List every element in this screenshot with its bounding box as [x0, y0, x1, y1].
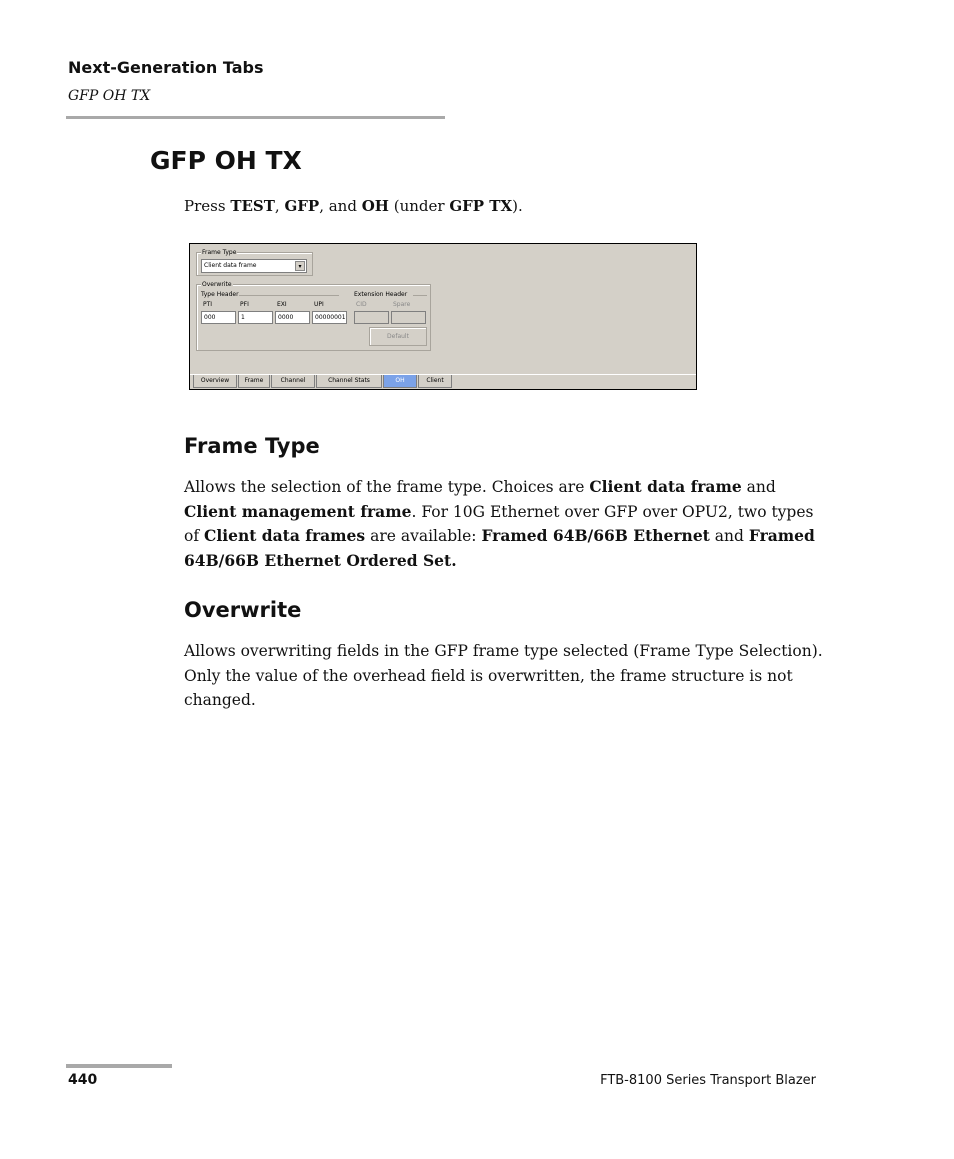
tab-client[interactable]: Client: [418, 375, 452, 388]
type-header-label: Type Header: [201, 291, 239, 298]
pfi-label: PFI: [240, 301, 249, 308]
intro-paragraph: Press TEST, GFP, and OH (under GFP TX).: [184, 197, 523, 215]
tab-channel-stats[interactable]: Channel Stats: [316, 375, 382, 388]
frame-type-dropdown[interactable]: [201, 259, 307, 273]
exi-field[interactable]: 0000: [275, 311, 310, 324]
chevron-down-icon[interactable]: ▾: [295, 261, 305, 271]
overwrite-paragraph: Allows overwriting fields in the GFP frame type selected (Frame Type Selection). Only the value of the overhead field is overwritten, the frame structure is not changed.: [184, 642, 823, 709]
pfi-field[interactable]: 1: [238, 311, 273, 324]
tab-channel[interactable]: Channel: [271, 375, 315, 388]
spare-label: Spare: [393, 301, 411, 308]
overwrite-group: [196, 281, 431, 351]
frame-type-group-title: Frame Type: [202, 249, 237, 256]
tab-overview[interactable]: Overview: [193, 375, 237, 388]
type-header-divider: [239, 295, 339, 296]
running-header-section: Next-Generation Tabs: [68, 58, 264, 77]
header-rule: [66, 116, 445, 119]
upi-field[interactable]: 00000001: [312, 311, 347, 324]
gfp-oh-tx-screenshot: [189, 243, 697, 390]
frame-type-heading: Frame Type: [184, 434, 320, 458]
document-title: FTB-8100 Series Transport Blazer: [600, 1073, 816, 1088]
footer-rule: [66, 1064, 172, 1068]
running-header-subsection: GFP OH TX: [68, 88, 151, 104]
page-number: 440: [68, 1072, 98, 1088]
tab-frame[interactable]: Frame: [238, 375, 270, 388]
pti-label: PTI: [203, 301, 213, 308]
default-button[interactable]: Default: [369, 327, 427, 346]
cid-label: CID: [356, 301, 367, 308]
cid-field: [354, 311, 389, 324]
extension-header-divider: [413, 295, 427, 296]
frame-type-paragraph: Allows the selection of the frame type. Choices are Client data frame and Client management frame. For 10G Ethernet over GFP over OPU2, two types of Client data frames are available: Framed 64B/66B Ethernet and Framed 64B/66B Ethernet Ordered Set.: [184, 477, 815, 570]
frame-type-group: [196, 249, 313, 276]
overwrite-heading: Overwrite: [184, 598, 302, 622]
upi-label: UPI: [314, 301, 324, 308]
overwrite-group-title: Overwrite: [202, 281, 232, 288]
pti-field[interactable]: 000: [201, 311, 236, 324]
exi-label: EXI: [277, 301, 287, 308]
page-title: GFP OH TX: [150, 146, 302, 175]
tab-oh[interactable]: OH: [383, 375, 417, 388]
tab-bar: [190, 374, 696, 389]
frame-type-dropdown-value: Client data frame: [204, 262, 257, 269]
extension-header-label: Extension Header: [354, 291, 408, 298]
spare-field: [391, 311, 426, 324]
